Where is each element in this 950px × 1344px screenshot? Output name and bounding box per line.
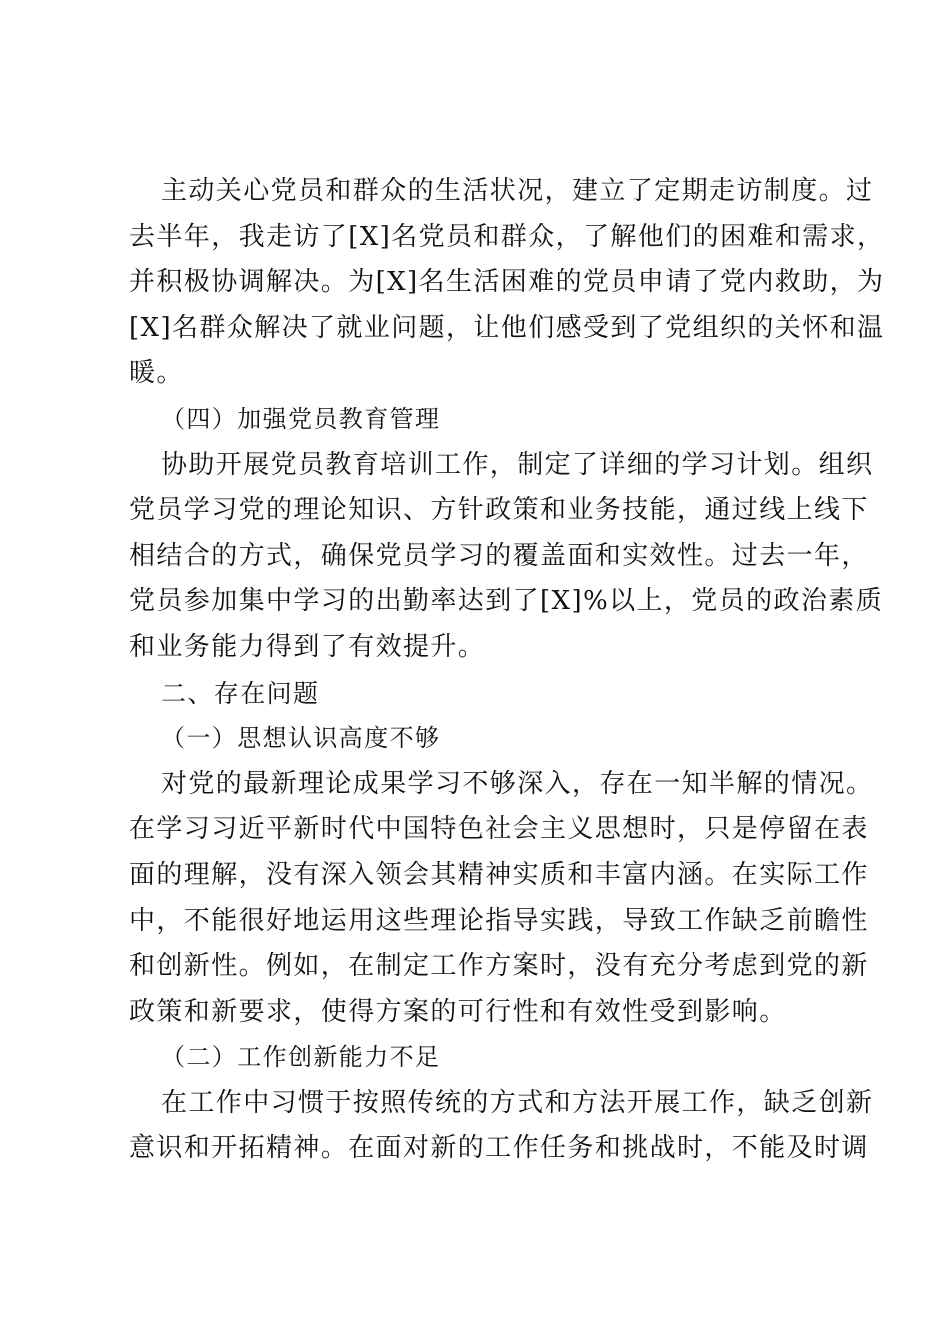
text-line: 协助开展党员教育培训工作，制定了详细的学习计划。组织 — [161, 449, 874, 480]
sub-heading-education: （四）加强党员教育管理 — [161, 404, 441, 433]
text-line: 党员学习党的理论知识、方针政策和业务技能，通过线上线下 — [129, 495, 869, 526]
text-line: 和创新性。例如，在制定工作方案时，没有充分考虑到党的新 — [129, 951, 869, 982]
document-page — [129, 169, 885, 1172]
sub-heading-innovation: （二）工作创新能力不足 — [161, 1043, 441, 1072]
text-line: 相结合的方式，确保党员学习的覆盖面和实效性。过去一年， — [129, 540, 869, 571]
text-line: 在学习习近平新时代中国特色社会主义思想时，只是停留在表 — [129, 814, 869, 845]
text-line: 意识和开拓精神。在面对新的工作任务和挑战时，不能及时调 — [129, 1133, 869, 1164]
text-line: 面的理解，没有深入领会其精神实质和丰富内涵。在实际工作 — [129, 859, 869, 890]
section-heading-problems: 二、存在问题 — [161, 678, 320, 708]
text-line: 主动关心党员和群众的生活状况，建立了定期走访制度。过 — [161, 176, 874, 206]
paragraph-ideology — [129, 762, 874, 1036]
sub-heading-ideology: （一）思想认识高度不够 — [161, 724, 441, 753]
paragraph-visits — [129, 169, 885, 397]
text-line: 对党的最新理论成果学习不够深入，存在一知半解的情况。 — [161, 768, 874, 799]
text-line: 暖。 — [129, 358, 184, 389]
text-line: 中，不能很好地运用这些理论指导实践，导致工作缺乏前瞻性 — [129, 905, 869, 936]
text-line: 政策和新要求，使得方案的可行性和有效性受到影响。 — [129, 996, 787, 1027]
text-line: 去半年，我走访了[X]名党员和群众，了解他们的困难和需求， — [129, 221, 885, 252]
text-line: 和业务能力得到了有效提升。 — [129, 631, 486, 662]
text-line: 党员参加集中学习的出勤率达到了[X]%以上，党员的政治素质 — [129, 586, 884, 617]
paragraph-innovation — [129, 1081, 874, 1172]
text-line: 并积极协调解决。为[X]名生活困难的党员申请了党内救助，为 — [129, 267, 885, 298]
paragraph-education — [129, 443, 884, 671]
text-line: [X]名群众解决了就业问题，让他们感受到了党组织的关怀和温 — [129, 312, 885, 343]
text-line: 在工作中习惯于按照传统的方式和方法开展工作，缺乏创新 — [161, 1087, 874, 1118]
